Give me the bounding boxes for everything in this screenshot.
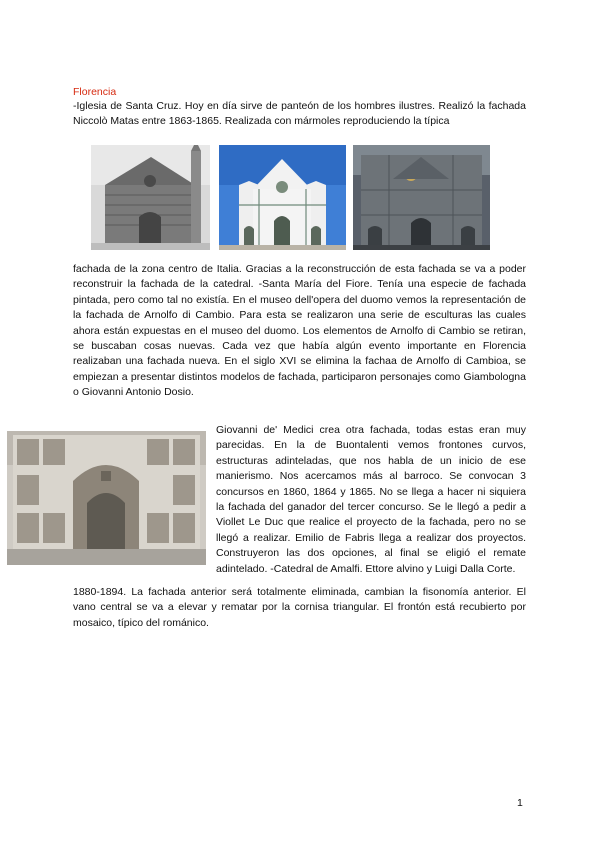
page-number: 1 [517, 797, 523, 809]
photo-santa-croce-bw [91, 145, 210, 250]
photo-facade-model [7, 431, 206, 565]
photo-duomo-facade-dusk [353, 145, 490, 250]
paragraph-santa-maria-del-fiore: fachada de la zona centro de Italia. Gracias a la reconstrucción de esta fachada se va a poder reconstruir la fachada de la catedral. -Santa María del Fiore. Tenía una especie de fachada pintada, pero como tal no existía. En el museo dell'opera del duomo vemos la representación de la fachada de Arnolfo di Cambio. Para esta se realizaron una serie de esculturas las cuales ahora están expuestas en el museo del duomo. Los elementos de Arnolfo di Cambio se retiran, se buscaban cosas nuevas. Cada vez que había algún evento importante en Florencia realizaban una fachada nueva. En el siglo XVI se elimina la fachaa de Arnolfo di Cambioa, se empiezan a presentar distintos modelos de fachada, participaron personajes como Giambologna o Giovanni Antonio Dosio. [73, 263, 526, 399]
section-title: Florencia [73, 86, 117, 98]
photo-santa-croce-facade [219, 145, 346, 250]
paragraph-amalfi: 1880-1894. La fachada anterior será totalmente eliminada, cambian la fisonomía anterior. El vano central se va a elevar y rematar por la cornisa triangular. El frontón está recubierto por mosaico, típico del románico. [73, 586, 526, 629]
paragraph-santa-croce: -Iglesia de Santa Cruz. Hoy en día sirve de panteón de los hombres ilustres. Realizó la fachada Niccolò Matas entre 1863-1865. Realizada con mármoles reproduciendo la típica [73, 100, 526, 128]
paragraph-concursos: Giovanni de' Medici crea otra fachada, todas estas eran muy parecidas. En la de Buontalenti vemos frontones curvos, estructuras adinteladas, que nos habla de un inicio de ese manierismo. Nos acercamos más al barroco. Se convocan 3 concursos en 1860, 1864 y 1865. No se llega a hacer ni siquiera la fachada del ganador del tercer concurso. Se le llegó a pedir a Viollet Le Duc que realice el proyecto de la fachada, pero no se llegó a realizar. Emilio de Fabris llega a realizar dos proyectos. Construyeron las dos opciones, al final se eligió el remate adintelado. -Catedral de Amalfi. Ettore alvino y Luigi Dalla Corte. [216, 424, 526, 575]
